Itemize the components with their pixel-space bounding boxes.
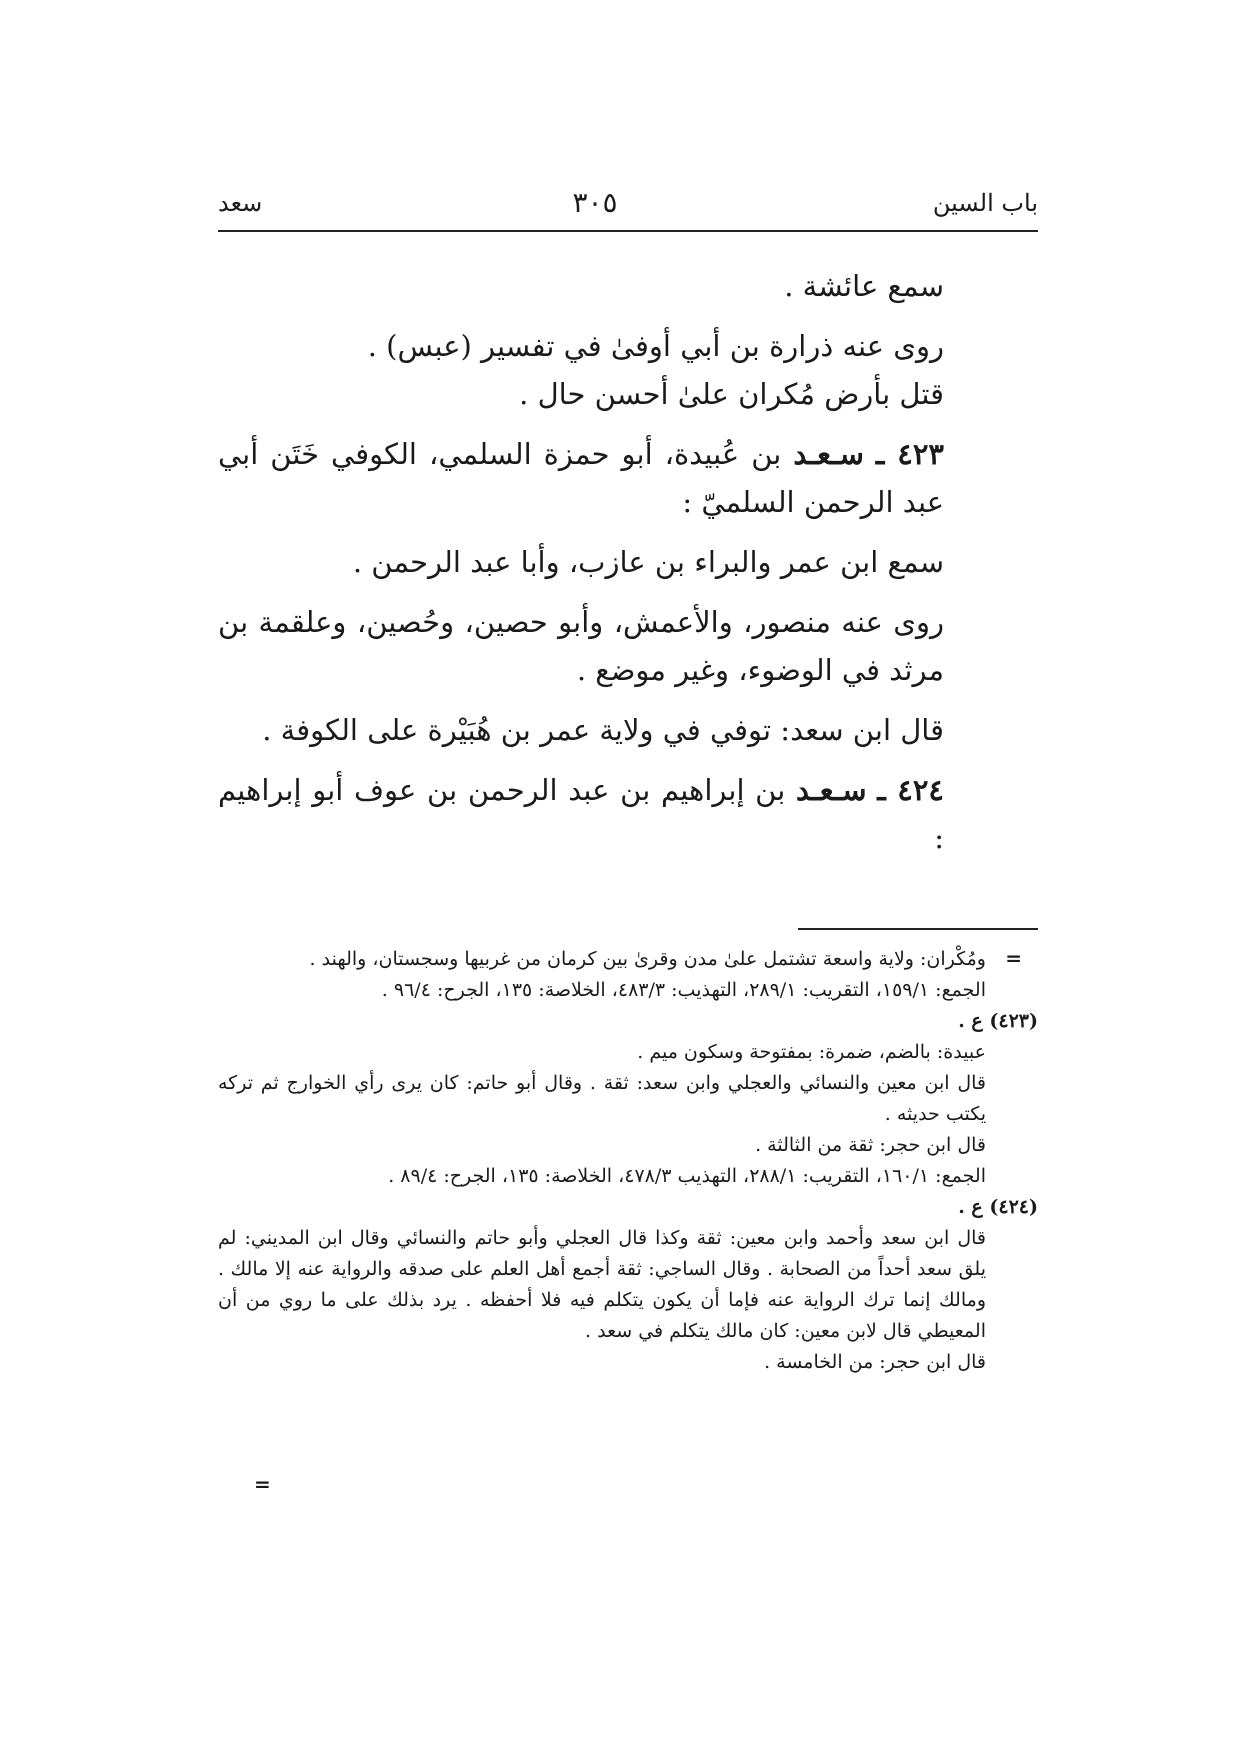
entry-name: سـعـد <box>793 437 864 471</box>
header-rule <box>218 230 1038 232</box>
footnote-label: (٤٢٤) ع . <box>958 1196 1038 1218</box>
paragraph: سمع ابن عمر والبراء بن عازب، وأبا عبد الرحمن . <box>352 545 944 579</box>
footnote-line: الجمع: ١٦٠/١، التقريب: ٢٨٨/١، التهذيب ٤٧٨/٣، الخلاصة: ١٣٥، الجرح: ٨٩/٤ . <box>388 1165 986 1187</box>
footnote-line: عبيدة: بالضم، ضمرة: بمفتوحة وسكون ميم . <box>637 1041 986 1063</box>
footnote-line: ومُكْران: ولاية واسعة تشتمل علىٰ مدن وقرىٰ بين كرمان من غربيها وسجستان، والهند . <box>309 948 986 970</box>
entry-number: ٤٢٤ ـ <box>877 773 945 807</box>
footnote-rule <box>798 928 1038 930</box>
entry-text: بن عُبيدة، أبو حمزة السلمي، الكوفي خَتَن أبي عبد الرحمن السلميّ : <box>218 437 944 519</box>
main-text <box>218 262 1022 874</box>
entry-text: بن إبراهيم بن عبد الرحمن بن عوف أبو إبراهيم : <box>218 773 944 855</box>
footnote-line: الجمع: ١٥٩/١، التقريب: ٢٨٩/١، التهذيب: ٤٨٣/٣، الخلاصة: ١٣٥، الجرح: ٩٦/٤ . <box>381 979 986 1001</box>
continuation-mark: = <box>1005 946 1022 970</box>
entry-423-heading <box>218 430 1022 526</box>
continuation-mark: = <box>254 1472 271 1496</box>
entry-name: سـعـد <box>796 773 867 807</box>
footnote-line: قال ابن سعد وأحمد وابن معين: ثقة وكذا قال العجلي وأبو حاتم والنسائي وقال ابن المديني: لم يلق سعد أحداً من الصحابة . وقال الساجي: ثقة أجمع أهل العلم على صدقه والرواية عنه إلا مالك . ومالك إنما ترك الرواية عنه فإما أن يكون يتكلم فيه فلا أحفظه . يرد بذلك على ما روي من أن المعيطي قال لابن معين: كان مالك يتكلم في سعد . <box>218 1227 986 1342</box>
paragraph: سمع عائشة . <box>784 269 944 303</box>
paragraph: قتل بأرض مُكران علىٰ أحسن حال . <box>519 377 944 411</box>
page-number: ٣٠٥ <box>572 186 618 219</box>
footnote-line: قال ابن حجر: من الخامسة . <box>764 1351 986 1373</box>
paragraph: روى عنه ذرارة بن أبي أوفىٰ في تفسير (عبس) . <box>367 329 944 363</box>
footnote-line: قال ابن معين والنسائي والعجلي وابن سعد: ثقة . وقال أبو حاتم: كان يرى رأي الخوارج ثم تركه يكتب حديثه . <box>218 1072 986 1125</box>
paragraph: قال ابن سعد: توفي في ولاية عمر بن هُبَيْرة على الكوفة . <box>262 713 944 747</box>
footnote-label: (٤٢٣) ع . <box>958 1010 1038 1032</box>
entry-424-heading <box>218 766 1022 862</box>
running-entry: سعد <box>218 189 263 217</box>
entry-number: ٤٢٣ ـ <box>875 437 944 471</box>
footnotes <box>218 944 1038 1378</box>
footnote-line: قال ابن حجر: ثقة من الثالثة . <box>755 1134 986 1156</box>
paragraph: روى عنه منصور، والأعمش، وأبو حصين، وحُصين، وعلقمة بن مرثد في الوضوء، وغير موضع . <box>218 605 944 687</box>
chapter-title: باب السين <box>932 189 1038 217</box>
